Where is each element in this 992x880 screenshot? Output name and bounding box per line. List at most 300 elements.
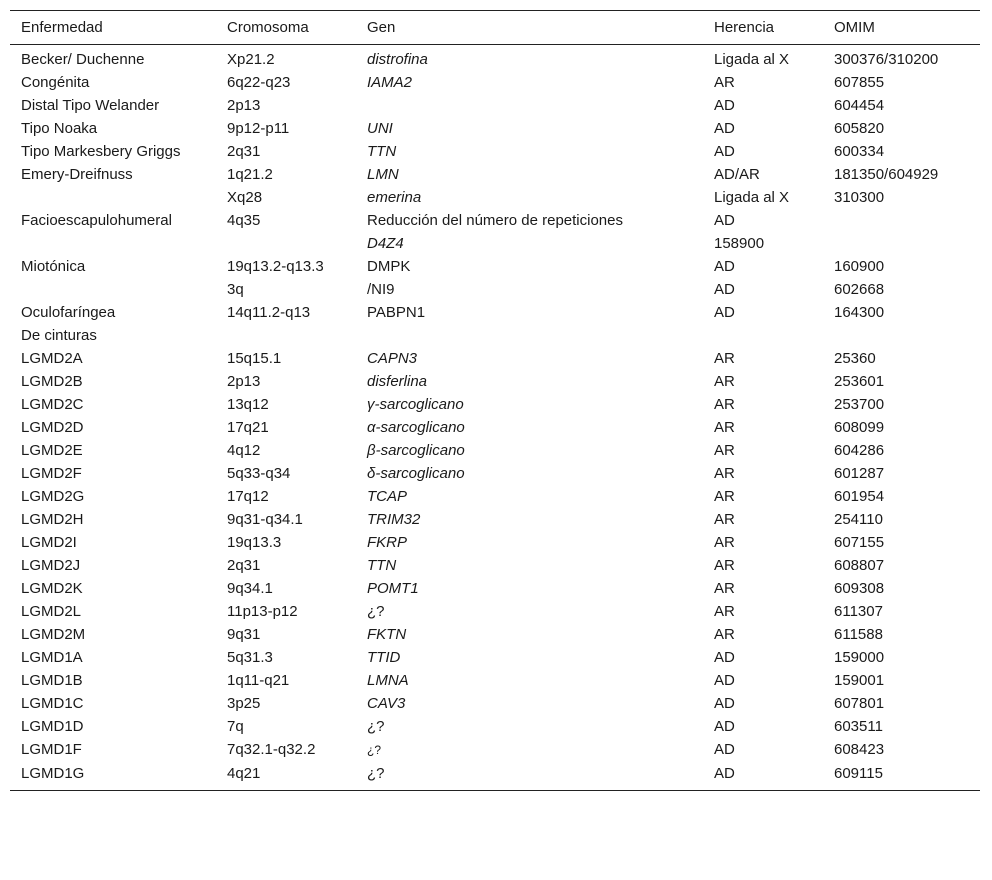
cell-enfermedad-text: LGMD2G <box>21 488 85 505</box>
cell-herencia-text: AR <box>714 534 735 551</box>
table-row <box>10 531 980 554</box>
cell-enfermedad <box>10 600 216 623</box>
cell-cromosoma-text: 19q13.2-q13.3 <box>227 258 324 275</box>
cell-cromosoma-text: 5q33-q34 <box>227 465 291 482</box>
cell-herencia <box>703 94 823 117</box>
cell-gen <box>356 715 703 738</box>
cell-gen <box>356 209 703 255</box>
cell-herencia-text: AR <box>714 373 735 390</box>
table-row <box>10 278 980 301</box>
cell-enfermedad-text: LGMD2E <box>21 442 83 459</box>
cell-cromosoma <box>216 416 356 439</box>
cell-omim <box>823 255 980 278</box>
cell-gen <box>356 669 703 692</box>
table-row <box>10 393 980 416</box>
cell-gen-text: CAPN3 <box>367 350 418 367</box>
cell-herencia <box>703 163 823 186</box>
cell-gen <box>356 554 703 577</box>
cell-herencia-text: AR <box>714 465 735 482</box>
cell-cromosoma <box>216 646 356 669</box>
cell-omim-text: 160900 <box>834 258 885 275</box>
table-body <box>10 45 980 791</box>
cell-herencia <box>703 140 823 163</box>
cell-enfermedad <box>10 278 216 301</box>
cell-enfermedad-text: Tipo Markesbery Griggs <box>21 143 181 160</box>
cell-herencia-text: AD <box>714 97 735 114</box>
cell-cromosoma <box>216 531 356 554</box>
cell-enfermedad <box>10 117 216 140</box>
table-header <box>10 11 980 45</box>
cell-omim <box>823 554 980 577</box>
cell-gen-text: UNI <box>367 120 393 137</box>
cell-cromosoma <box>216 117 356 140</box>
cell-cromosoma-text: 4q12 <box>227 442 261 459</box>
cell-herencia-text: AD <box>714 718 735 735</box>
cell-herencia <box>703 117 823 140</box>
table-row <box>10 738 980 762</box>
cell-omim <box>823 94 980 117</box>
cell-cromosoma-text: 2p13 <box>227 97 261 114</box>
cell-omim <box>823 762 980 791</box>
cell-gen-text: POMT1 <box>367 580 419 597</box>
cell-gen-text: γ-sarcoglicano <box>367 396 464 413</box>
muscular-dystrophy-table <box>10 10 980 791</box>
cell-enfermedad-text: LGMD2M <box>21 626 86 643</box>
cell-gen-text: IAMA2 <box>367 74 413 91</box>
cell-herencia-text: Ligada al X <box>714 51 790 68</box>
cell-herencia-text: AR <box>714 74 735 91</box>
cell-herencia <box>703 416 823 439</box>
cell-cromosoma <box>216 140 356 163</box>
cell-gen <box>356 186 703 209</box>
cell-omim <box>823 577 980 600</box>
cell-cromosoma-text: 1q21.2 <box>227 166 273 183</box>
cell-herencia-text: AR <box>714 396 735 413</box>
cell-herencia-text: AD <box>714 281 735 298</box>
cell-omim <box>823 163 980 186</box>
cell-enfermedad-text: Becker/ Duchenne <box>21 51 145 68</box>
cell-herencia-text: AR <box>714 603 735 620</box>
cell-omim <box>823 715 980 738</box>
cell-omim-text: 600334 <box>834 143 885 160</box>
cell-omim-text: 300376/310200 <box>834 51 939 68</box>
table-row <box>10 117 980 140</box>
cell-omim-text: 604454 <box>834 97 885 114</box>
cell-cromosoma-text: 15q15.1 <box>227 350 282 367</box>
cell-cromosoma-text: 9q31-q34.1 <box>227 511 303 528</box>
table-row <box>10 439 980 462</box>
table-row <box>10 71 980 94</box>
table-row <box>10 347 980 370</box>
cell-herencia-text: AD <box>714 649 735 666</box>
cell-omim <box>823 186 980 209</box>
cell-herencia-text: AR <box>714 626 735 643</box>
table-row <box>10 692 980 715</box>
cell-cromosoma-text: 6q22-q23 <box>227 74 291 91</box>
cell-gen-text: emerina <box>367 189 422 206</box>
cell-cromosoma <box>216 554 356 577</box>
cell-omim <box>823 301 980 347</box>
cell-cromosoma <box>216 301 356 347</box>
cell-omim-text: 608099 <box>834 419 885 436</box>
cell-herencia-text: AD <box>714 304 735 321</box>
cell-cromosoma-text: 7q <box>227 718 244 735</box>
cell-cromosoma-text: 3q <box>227 281 244 298</box>
cell-omim <box>823 393 980 416</box>
table-row <box>10 45 980 72</box>
cell-herencia-text: AD <box>714 695 735 712</box>
header-omim: OMIM <box>823 11 980 45</box>
cell-cromosoma-text: 17q21 <box>227 419 269 436</box>
cell-gen-text: LMN <box>367 166 399 183</box>
cell-enfermedad-text: Distal Tipo Welander <box>21 97 160 114</box>
table-row <box>10 646 980 669</box>
table-row <box>10 623 980 646</box>
cell-herencia <box>703 600 823 623</box>
cell-omim-text: 310300 <box>834 189 885 206</box>
muscular-dystrophy-table-container <box>10 10 980 791</box>
cell-gen-text: TCAP <box>367 488 408 505</box>
cell-gen <box>356 393 703 416</box>
cell-omim <box>823 692 980 715</box>
cell-enfermedad <box>10 577 216 600</box>
cell-herencia <box>703 439 823 462</box>
cell-omim <box>823 45 980 72</box>
cell-omim <box>823 462 980 485</box>
cell-gen-text: /NI9 <box>367 281 395 298</box>
cell-cromosoma <box>216 278 356 301</box>
cell-gen <box>356 577 703 600</box>
cell-cromosoma-text: Xp21.2 <box>227 51 275 68</box>
cell-cromosoma <box>216 163 356 186</box>
cell-cromosoma-text: 9q31 <box>227 626 261 643</box>
cell-cromosoma <box>216 94 356 117</box>
table-row <box>10 301 980 347</box>
cell-herencia <box>703 531 823 554</box>
cell-gen-text: δ-sarcoglicano <box>367 465 465 482</box>
table-row <box>10 762 980 791</box>
table-row <box>10 163 980 186</box>
cell-cromosoma-text: 4q21 <box>227 765 261 782</box>
cell-enfermedad-text: LGMD2B <box>21 373 83 390</box>
table-row <box>10 255 980 278</box>
cell-omim-text: 609115 <box>834 765 883 782</box>
cell-omim-text: 611588 <box>834 626 883 643</box>
cell-gen-text: α-sarcoglicano <box>367 419 465 436</box>
cell-cromosoma-text: 3p25 <box>227 695 261 712</box>
cell-omim <box>823 347 980 370</box>
cell-enfermedad <box>10 462 216 485</box>
cell-herencia-text: AR <box>714 580 735 597</box>
cell-omim <box>823 600 980 623</box>
cell-herencia <box>703 554 823 577</box>
cell-herencia <box>703 370 823 393</box>
cell-herencia-text: AR <box>714 488 735 505</box>
cell-enfermedad <box>10 347 216 370</box>
cell-herencia-text: AD <box>714 741 735 758</box>
cell-herencia-text: AD <box>714 765 735 782</box>
cell-enfermedad <box>10 94 216 117</box>
cell-gen <box>356 600 703 623</box>
cell-herencia <box>703 45 823 72</box>
cell-cromosoma <box>216 255 356 278</box>
cell-gen-text: ¿? <box>367 765 385 782</box>
cell-herencia-text: AD/AR <box>714 166 760 183</box>
cell-omim <box>823 140 980 163</box>
cell-cromosoma <box>216 45 356 72</box>
table-row <box>10 416 980 439</box>
cell-enfermedad-text: LGMD1D <box>21 718 84 735</box>
cell-enfermedad <box>10 301 216 347</box>
cell-cromosoma-text: 17q12 <box>227 488 269 505</box>
cell-enfermedad-text: LGMD2C <box>21 396 84 413</box>
cell-omim-text: 608423 <box>834 741 885 758</box>
cell-gen <box>356 94 703 117</box>
cell-gen-text: TTID <box>367 649 401 666</box>
cell-herencia <box>703 669 823 692</box>
cell-enfermedad-text: LGMD1B <box>21 672 83 689</box>
header-enfermedad: Enfermedad <box>10 11 216 45</box>
cell-enfermedad <box>10 439 216 462</box>
cell-gen-text: β-sarcoglicano <box>367 442 465 459</box>
cell-gen <box>356 692 703 715</box>
cell-gen <box>356 531 703 554</box>
cell-gen <box>356 646 703 669</box>
table-row <box>10 554 980 577</box>
cell-omim-text: 159000 <box>834 649 885 666</box>
cell-cromosoma-text: 1q11-q21 <box>227 672 290 689</box>
cell-cromosoma <box>216 485 356 508</box>
cell-cromosoma-text: 9p12-p11 <box>227 120 290 137</box>
cell-herencia <box>703 462 823 485</box>
cell-gen-text: PABPN1 <box>367 304 426 321</box>
cell-enfermedad <box>10 646 216 669</box>
cell-gen-text: Reducción del número de repeticiones <box>367 212 623 229</box>
cell-cromosoma <box>216 762 356 791</box>
cell-omim <box>823 416 980 439</box>
cell-enfermedad <box>10 692 216 715</box>
table-row <box>10 715 980 738</box>
cell-enfermedad <box>10 45 216 72</box>
cell-enfermedad-text: Miotónica <box>21 258 86 275</box>
table-row <box>10 577 980 600</box>
cell-cromosoma <box>216 738 356 762</box>
cell-omim-text: 602668 <box>834 281 885 298</box>
cell-enfermedad <box>10 255 216 278</box>
cell-omim <box>823 439 980 462</box>
cell-gen-text: disferlina <box>367 373 428 390</box>
cell-cromosoma <box>216 692 356 715</box>
cell-enfermedad-text: LGMD1G <box>21 765 85 782</box>
cell-omim-text: 607155 <box>834 534 885 551</box>
cell-cromosoma-text: 11p13-p12 <box>227 603 298 620</box>
cell-herencia-text: AR <box>714 419 735 436</box>
cell-herencia <box>703 255 823 278</box>
cell-gen-text: ¿? <box>367 603 385 620</box>
cell-herencia-text: AR <box>714 511 735 528</box>
cell-gen-text: TTN <box>367 143 397 160</box>
cell-enfermedad-text: LGMD2J <box>21 557 81 574</box>
cell-cromosoma <box>216 209 356 255</box>
cell-enfermedad <box>10 738 216 762</box>
cell-gen <box>356 301 703 347</box>
cell-enfermedad-text: Emery-Dreifnuss <box>21 166 133 183</box>
cell-herencia-text: AD <box>714 212 735 229</box>
table-row <box>10 462 980 485</box>
cell-omim-text: 603511 <box>834 718 883 735</box>
cell-gen-text: CAV3 <box>367 695 406 712</box>
cell-gen-text: distrofina <box>367 51 428 68</box>
cell-omim-text: 253700 <box>834 396 885 413</box>
cell-omim <box>823 531 980 554</box>
cell-enfermedad <box>10 71 216 94</box>
cell-enfermedad-text: LGMD1C <box>21 695 84 712</box>
table-row <box>10 370 980 393</box>
cell-herencia-text: Ligada al X <box>714 189 790 206</box>
cell-omim-text: 25360 <box>834 350 876 367</box>
cell-gen-text-line2: D4Z4 <box>367 235 404 252</box>
cell-gen <box>356 370 703 393</box>
cell-enfermedad <box>10 209 216 255</box>
cell-enfermedad <box>10 370 216 393</box>
cell-herencia <box>703 186 823 209</box>
cell-herencia-text: AD <box>714 143 735 160</box>
cell-cromosoma <box>216 347 356 370</box>
cell-cromosoma-text: 2q31 <box>227 557 261 574</box>
cell-cromosoma <box>216 71 356 94</box>
header-herencia: Herencia <box>703 11 823 45</box>
cell-gen <box>356 485 703 508</box>
cell-gen-text: TRIM32 <box>367 511 421 528</box>
cell-herencia <box>703 393 823 416</box>
cell-enfermedad <box>10 531 216 554</box>
cell-gen <box>356 163 703 186</box>
cell-gen-text: LMNA <box>367 672 409 689</box>
cell-cromosoma-text: Xq28 <box>227 189 263 206</box>
cell-cromosoma <box>216 462 356 485</box>
cell-gen <box>356 71 703 94</box>
cell-herencia <box>703 278 823 301</box>
cell-enfermedad <box>10 186 216 209</box>
cell-enfermedad-text: LGMD1F <box>21 741 82 758</box>
cell-cromosoma-text: 13q12 <box>227 396 269 413</box>
cell-cromosoma <box>216 623 356 646</box>
table-row <box>10 600 980 623</box>
cell-enfermedad <box>10 554 216 577</box>
cell-enfermedad-text: LGMD2A <box>21 350 83 367</box>
cell-cromosoma <box>216 600 356 623</box>
cell-enfermedad <box>10 163 216 186</box>
cell-omim-text: 253601 <box>834 373 885 390</box>
cell-herencia-text: AD <box>714 120 735 137</box>
cell-enfermedad <box>10 140 216 163</box>
cell-enfermedad <box>10 762 216 791</box>
cell-enfermedad <box>10 485 216 508</box>
cell-enfermedad-text: LGMD2F <box>21 465 82 482</box>
cell-enfermedad-text: LGMD2I <box>21 534 77 551</box>
cell-herencia <box>703 508 823 531</box>
cell-cromosoma <box>216 508 356 531</box>
cell-gen-text: TTN <box>367 557 397 574</box>
cell-omim <box>823 71 980 94</box>
header-row <box>10 11 980 45</box>
cell-omim <box>823 278 980 301</box>
cell-herencia <box>703 692 823 715</box>
cell-cromosoma <box>216 439 356 462</box>
cell-cromosoma-text: 2q31 <box>227 143 261 160</box>
cell-gen <box>356 140 703 163</box>
cell-enfermedad <box>10 508 216 531</box>
cell-enfermedad-text: LGMD2L <box>21 603 82 620</box>
cell-omim-text: 611307 <box>834 603 883 620</box>
cell-gen <box>356 278 703 301</box>
cell-herencia <box>703 209 823 255</box>
cell-herencia <box>703 301 823 347</box>
cell-gen <box>356 347 703 370</box>
cell-omim <box>823 623 980 646</box>
cell-cromosoma <box>216 186 356 209</box>
cell-cromosoma-text: 19q13.3 <box>227 534 282 551</box>
cell-enfermedad <box>10 623 216 646</box>
cell-omim <box>823 209 980 255</box>
cell-herencia-text: AD <box>714 258 735 275</box>
cell-gen <box>356 416 703 439</box>
cell-herencia <box>703 577 823 600</box>
cell-omim-text: 607801 <box>834 695 885 712</box>
cell-herencia-text: AD <box>714 672 735 689</box>
table-row <box>10 669 980 692</box>
cell-cromosoma-text: 14q11.2-q13 <box>227 304 311 321</box>
cell-omim <box>823 669 980 692</box>
cell-cromosoma-text: 5q31.3 <box>227 649 273 666</box>
cell-cromosoma-text: 7q32.1-q32.2 <box>227 741 316 758</box>
cell-enfermedad-text: LGMD2K <box>21 580 83 597</box>
cell-enfermedad <box>10 715 216 738</box>
cell-gen <box>356 45 703 72</box>
cell-gen-text: FKTN <box>367 626 407 643</box>
cell-cromosoma <box>216 370 356 393</box>
cell-cromosoma-text: 4q35 <box>227 212 261 229</box>
cell-gen <box>356 623 703 646</box>
cell-herencia-text: AR <box>714 350 735 367</box>
cell-omim-text: 607855 <box>834 74 885 91</box>
cell-gen-text: ¿? <box>367 743 382 757</box>
cell-enfermedad-text: Congénita <box>21 74 90 91</box>
cell-gen-text: ¿? <box>367 718 385 735</box>
cell-omim-text: 605820 <box>834 120 885 137</box>
table-row <box>10 209 980 255</box>
cell-cromosoma-text: 9q34.1 <box>227 580 273 597</box>
cell-enfermedad-text: Tipo Noaka <box>21 120 98 137</box>
cell-herencia <box>703 762 823 791</box>
cell-enfermedad <box>10 393 216 416</box>
header-cromosoma: Cromosoma <box>216 11 356 45</box>
cell-herencia-text-line2: 158900 <box>714 235 765 252</box>
cell-enfermedad <box>10 416 216 439</box>
cell-gen <box>356 738 703 762</box>
cell-enfermedad-text: LGMD2H <box>21 511 84 528</box>
cell-enfermedad-text-line2: De cinturas <box>21 327 97 344</box>
cell-enfermedad-text: Oculofaríngea <box>21 304 116 321</box>
cell-herencia <box>703 71 823 94</box>
table-row <box>10 508 980 531</box>
cell-gen-text: FKRP <box>367 534 408 551</box>
cell-gen-text: DMPK <box>367 258 411 275</box>
cell-herencia <box>703 485 823 508</box>
cell-herencia <box>703 623 823 646</box>
table-row <box>10 186 980 209</box>
cell-omim-text: 181350/604929 <box>834 166 939 183</box>
